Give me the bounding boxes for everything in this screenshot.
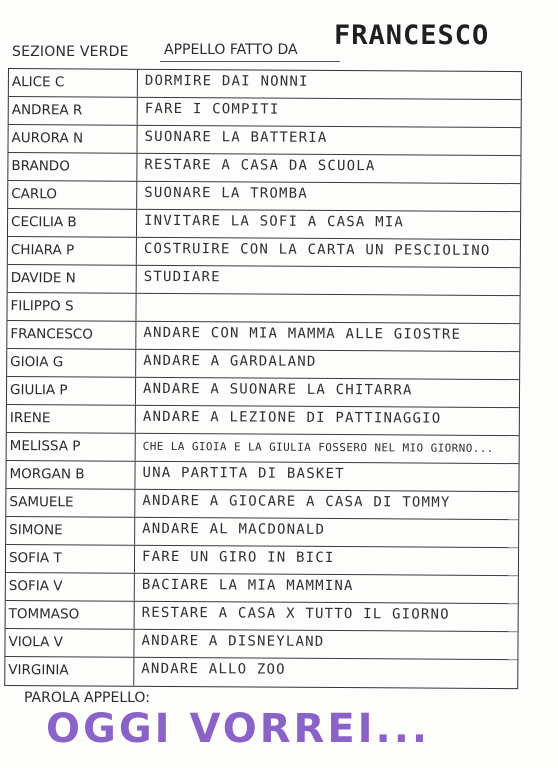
student-wish: ANDARE ALLO ZOO — [141, 660, 286, 678]
roster-row — [5, 657, 517, 688]
column-divider — [136, 182, 137, 209]
student-name: GIOIA G — [10, 354, 64, 371]
student-wish: FARE UN GIRO IN BICI — [141, 548, 335, 567]
student-name: VIRGINIA — [8, 662, 69, 679]
roster-row — [7, 349, 519, 380]
student-name: DAVIDE N — [10, 270, 76, 287]
student-name: MELISSA P — [9, 438, 81, 455]
keyword-label: PAROLA APPELLO: — [24, 690, 150, 706]
student-wish — [144, 297, 514, 299]
roster-row — [7, 433, 519, 464]
student-name: TOMMASO — [8, 606, 80, 623]
student-wish: SUONARE LA TROMBA — [144, 184, 308, 202]
student-name: ALICE C — [11, 74, 65, 91]
student-name: CHIARA P — [10, 242, 75, 259]
column-divider — [134, 602, 135, 629]
author-underline — [160, 61, 340, 62]
column-divider — [136, 266, 137, 293]
student-wish: ANDARE AL MACDONALD — [142, 520, 326, 538]
sheet-header — [12, 20, 542, 64]
column-divider — [136, 154, 137, 181]
roster-row — [7, 321, 519, 352]
roster-row — [7, 293, 519, 324]
student-name: BRANDO — [11, 158, 70, 175]
student-name: SAMUELE — [9, 494, 74, 511]
roster-row — [8, 181, 520, 212]
roster-row — [8, 209, 520, 240]
student-wish: RESTARE A CASA DA SCUOLA — [144, 156, 376, 175]
column-divider — [133, 630, 134, 657]
roster-row — [7, 377, 519, 408]
student-name: SOFIA T — [8, 550, 62, 567]
student-wish: SUONARE LA BATTERIA — [144, 128, 328, 146]
roster-row — [6, 573, 518, 604]
roster-row — [8, 125, 520, 156]
column-divider — [135, 294, 136, 321]
column-divider — [134, 518, 135, 545]
student-wish: ANDARE CON MIA MAMMA ALLE GIOSTRE — [143, 324, 462, 343]
roster-row — [9, 69, 521, 100]
section-label: SEZIONE VERDE — [12, 44, 129, 60]
column-divider — [134, 574, 135, 601]
column-divider — [136, 210, 137, 237]
student-wish: ANDARE A LEZIONE DI PATTINAGGIO — [142, 408, 442, 427]
keyword-phrase: OGGI VORREI... — [46, 706, 431, 752]
student-wish: STUDIARE — [143, 268, 221, 286]
roster-row — [6, 489, 518, 520]
column-divider — [136, 238, 137, 265]
student-name: IRENE — [9, 410, 51, 427]
column-divider — [135, 322, 136, 349]
student-name: SIMONE — [9, 522, 63, 539]
roster-row — [5, 629, 517, 660]
column-divider — [135, 350, 136, 377]
roster-row — [8, 153, 520, 184]
student-name: SOFIA V — [8, 578, 63, 595]
student-wish: BACIARE LA MIA MAMMINA — [141, 576, 354, 595]
roster-row — [8, 265, 520, 296]
student-name: VIOLA V — [8, 634, 63, 651]
student-wish: ANDARE A GIOCARE A CASA DI TOMMY — [142, 492, 451, 511]
roster-table — [4, 68, 522, 689]
roster-row — [8, 237, 520, 268]
column-divider — [135, 434, 136, 461]
student-name: CARLO — [11, 186, 57, 203]
column-divider — [135, 406, 136, 433]
column-divider — [137, 70, 138, 97]
roster-row — [6, 545, 518, 576]
student-wish: CHE LA GIOIA E LA GIULIA FOSSERO NEL MIO GIORNO... — [142, 439, 494, 455]
student-name: FILIPPO S — [10, 298, 74, 315]
column-divider — [133, 658, 134, 686]
column-divider — [136, 126, 137, 153]
column-divider — [134, 490, 135, 517]
student-wish: ANDARE A GARDALAND — [143, 352, 317, 370]
student-name: GIULIA P — [9, 382, 68, 399]
roll-call-author: FRANCESCO — [334, 20, 490, 51]
student-name: AURORA N — [11, 130, 84, 147]
student-name: FRANCESCO — [10, 326, 93, 343]
column-divider — [137, 98, 138, 125]
column-divider — [135, 378, 136, 405]
student-wish: INVITARE LA SOFI A CASA MIA — [144, 212, 405, 231]
student-name: CECILIA B — [11, 214, 77, 231]
roster-row — [7, 405, 519, 436]
student-name: MORGAN B — [9, 466, 85, 483]
roster-row — [6, 461, 518, 492]
column-divider — [134, 546, 135, 573]
student-wish: ANDARE A SUONARE LA CHITARRA — [142, 380, 413, 399]
student-wish: COSTRUIRE CON LA CARTA UN PESCIOLINO — [143, 240, 491, 259]
student-name: ANDREA R — [11, 102, 83, 119]
student-wish: ANDARE A DISNEYLAND — [141, 632, 325, 650]
student-wish: DORMIRE DAI NONNI — [144, 72, 309, 90]
roll-call-label: APPELLO FATTO DA — [164, 42, 298, 58]
student-wish: FARE I COMPITI — [144, 100, 280, 118]
column-divider — [134, 462, 135, 489]
student-wish: RESTARE A CASA X TUTTO IL GIORNO — [141, 604, 450, 623]
roster-row — [6, 601, 518, 632]
roster-row — [9, 97, 521, 128]
roster-row — [6, 517, 518, 548]
student-wish: UNA PARTITA DI BASKET — [142, 464, 345, 483]
